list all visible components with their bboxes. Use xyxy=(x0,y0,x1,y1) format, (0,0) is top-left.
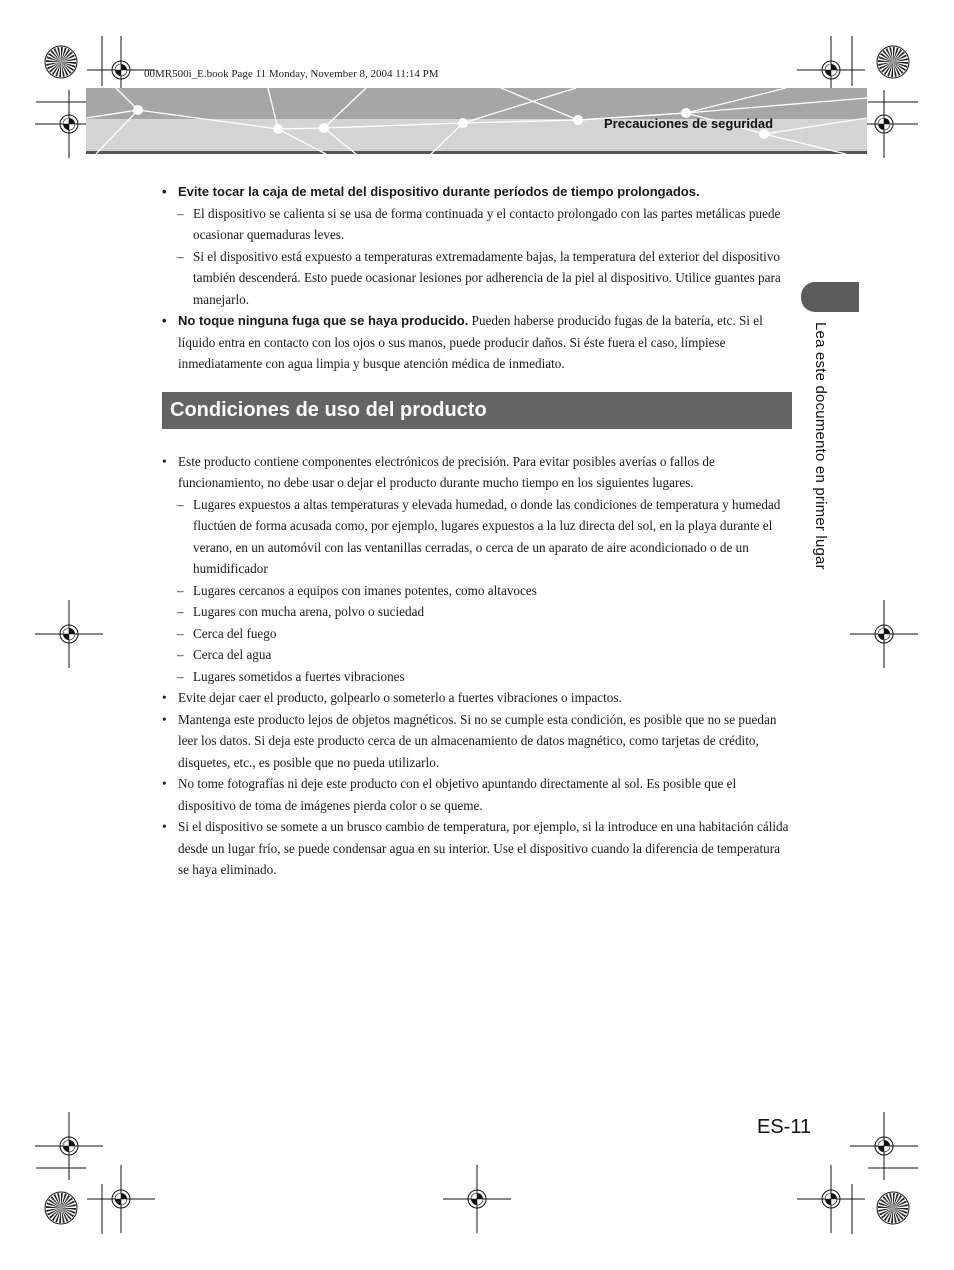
star-target-mark xyxy=(45,1192,77,1224)
subitem-text: Lugares expuestos a altas temperaturas y elevada humedad, o donde las condiciones de temperatura y humedad fluctúen de forma acusada como, por ejemplo, lugares expuestos a la luz directa del sol, en la playa durante el verano, en un automóvil con las ventanillas cerradas, o cerca de un aparato de aire acondicionado o de un humidificador xyxy=(193,496,781,576)
chapter-tab-label: Lea este documento en primer lugar xyxy=(812,322,829,570)
subitem-text: El dispositivo se calienta si se usa de forma continuada y el contacto prolongado con las partes metálicas puede ocasionar quemaduras leves. xyxy=(193,205,781,242)
page-number: ES-11 xyxy=(757,1116,812,1138)
warning-heading: Evite tocar la caja de metal del dispositivo durante períodos de tiempo prolongados. xyxy=(178,184,700,199)
condition-text: Evite dejar caer el producto, golpearlo o someterlo a fuertes vibraciones o impactos. xyxy=(178,690,622,705)
star-target-mark xyxy=(877,1192,909,1224)
condition-text: Este producto contiene componentes electrónicos de precisión. Para evitar posibles averías o fallos de funcionamiento, no debe usar o dejar el producto durante mucho tiempo en los siguientes lugares. xyxy=(178,453,715,490)
warning-heading: No toque ninguna fuga que se haya producido. xyxy=(178,313,469,328)
running-header-section: Precauciones de seguridad xyxy=(604,116,774,131)
warning-subitem xyxy=(162,246,792,311)
bullet: • xyxy=(162,776,167,791)
registration-mark xyxy=(35,600,103,668)
dash: – xyxy=(177,604,184,619)
section-title-bar xyxy=(162,392,792,429)
registration-mark xyxy=(87,1165,155,1233)
condition-item xyxy=(162,773,792,816)
condition-subitem xyxy=(162,580,792,602)
registration-mark xyxy=(850,600,918,668)
bullet: • xyxy=(162,453,167,469)
condition-text: Si el dispositivo se somete a un brusco cambio de temperatura, por ejemplo, si la introduce en una habitación cálida desde un lugar frío, se puede condensar agua en su interior. Use el dispositivo cuando la diferencia de temperatura se haya eliminado. xyxy=(178,819,789,877)
chapter-tab xyxy=(801,282,859,312)
bullet: • xyxy=(162,313,167,328)
bullet: • xyxy=(162,690,167,705)
subitem-text: Cerca del fuego xyxy=(193,625,277,641)
condition-item xyxy=(162,816,792,881)
condition-item xyxy=(162,687,792,709)
registration-mark xyxy=(797,1165,865,1233)
dash: – xyxy=(177,582,184,598)
star-target-mark xyxy=(45,46,77,78)
warning-text: Pueden haberse producido fugas de la batería, etc. Si el líquido entra en contacto con los ojos o sus manos, puede producir daños. Si éste fuera el caso, límpiese inmediatamente con agua limpia y busque atención médica de inmediato. xyxy=(178,313,763,371)
star-target-mark xyxy=(877,46,909,78)
subitem-text: Lugares con mucha arena, polvo o suciedad xyxy=(193,604,425,619)
condition-item xyxy=(162,451,792,494)
bullet: • xyxy=(162,819,167,834)
condition-subitem xyxy=(162,666,792,688)
registration-mark xyxy=(35,1112,103,1180)
registration-mark xyxy=(443,1165,511,1233)
subitem-text: Cerca del agua xyxy=(193,647,272,662)
main-content xyxy=(162,181,792,881)
section-title: Condiciones de uso del producto xyxy=(170,398,487,421)
subitem-text: Lugares sometidos a fuertes vibraciones xyxy=(193,668,405,684)
dash: – xyxy=(177,668,184,684)
dash: – xyxy=(177,205,184,221)
condition-subitem xyxy=(162,623,792,645)
dash: – xyxy=(177,625,184,641)
subitem-text: Lugares cercanos a equipos con imanes potentes, como altavoces xyxy=(193,582,537,598)
bullet: • xyxy=(162,711,167,727)
warning-item-metal-case xyxy=(162,181,792,203)
condition-subitem xyxy=(162,644,792,666)
warning-item-leak xyxy=(162,310,792,375)
condition-text: No tome fotografías ni deje este producto con el objetivo apuntando directamente al sol. Es posible que el dispositivo de toma de imágenes pierda color o se queme. xyxy=(178,776,737,813)
warning-subitem xyxy=(162,203,792,246)
dash: – xyxy=(177,248,184,264)
registration-mark xyxy=(850,1112,918,1180)
condition-subitem xyxy=(162,601,792,623)
condition-subitem xyxy=(162,494,792,580)
file-info-line: 00MR500i_E.book Page 11 Monday, November 8, 2004 11:14 PM xyxy=(144,68,439,80)
dash: – xyxy=(177,496,184,512)
bullet: • xyxy=(162,184,167,199)
condition-item xyxy=(162,709,792,774)
subitem-text: Si el dispositivo está expuesto a temperaturas extremadamente bajas, la temperatura del exterior del dispositivo también descenderá. Esto puede ocasionar lesiones por adherencia de la piel al dispositivo. Utilice guantes para manejarlo. xyxy=(193,248,781,307)
condition-text: Mantenga este producto lejos de objetos magnéticos. Si no se cumple esta condición, es posible que no se puedan leer los datos. Si deja este producto cerca de un almacenamiento de datos magnético, como tarjetas de crédito, disquetes, etc., es posible que no pueda utilizarlo. xyxy=(178,711,777,770)
dash: – xyxy=(177,647,184,662)
